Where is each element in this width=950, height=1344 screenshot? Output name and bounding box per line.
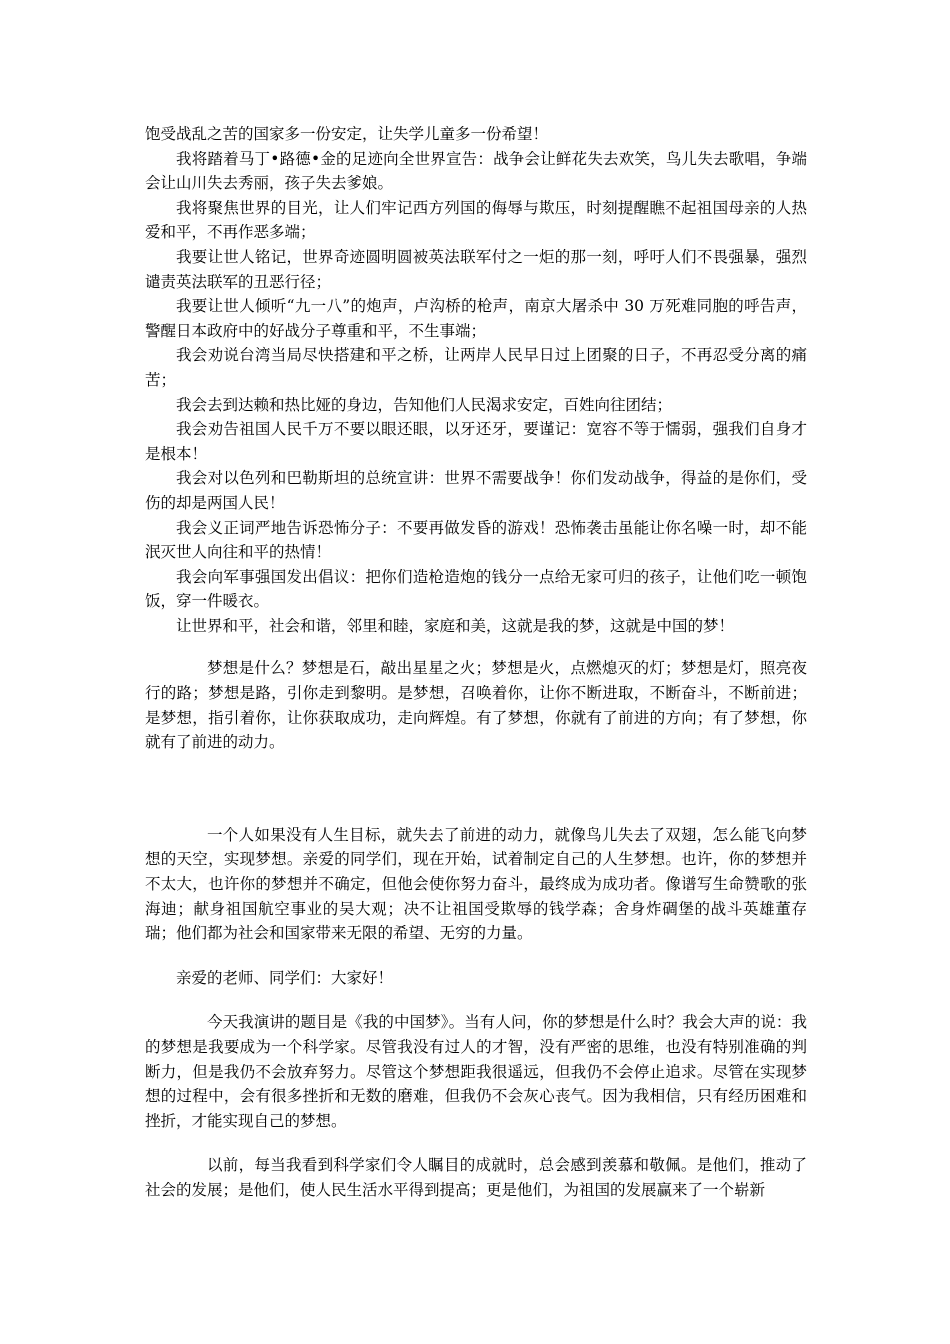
paragraph-life-goal: 一个人如果没有人生目标，就失去了前进的动力，就像鸟儿失去了双翅，怎么能飞向梦想的天空，实现梦想。亲爱的同学们，现在开始，试着制定自己的人生梦想。也许，你的梦想并不太大，也许你的梦想并不确定，但他会使你努力奋斗，最终成为成功者。像谱写生命赞歌的张海迪；献身祖国航空事业的吴大观；决不让祖国受欺辱的钱学森；舍身炸碉堡的战斗英雄董存瑞；他们都为社会和国家带来无限的希望、无穷的力量。 [145,825,807,943]
paragraph-7: 我会去到达赖和热比娅的身边，告知他们人民渴求安定，百姓向往团结； [176,395,673,414]
paragraph-1: 饱受战乱之苦的国家多一份安定，让失学儿童多一份希望！ [145,125,549,143]
paragraph-12: 让世界和平，社会和谐，邻里和睦，家庭和美，这就是我的梦，这就是中国的梦！ [176,616,735,635]
paragraph-10: 我会义正词严地告诉恐怖分子：不要再做发昏的游戏！恐怖袭击虽能让你名噪一时，却不能泯灭世人向往和平的热情！ [145,518,807,562]
paragraph-dream-definition: 梦想是什么？梦想是石，敲出星星之火；梦想是火，点燃熄灭的灯；梦想是灯，照亮夜行的路；梦想是路，引你走到黎明。是梦想，召唤着你，让你不断进取，不断奋斗，不断前进；是梦想，指引着你，让你获取成功，走向辉煌。有了梦想，你就有了前进的方向；有了梦想，你就有了前进的动力。 [145,659,807,752]
paragraph-9: 我会对以色列和巴勒斯坦的总统宣讲：世界不需要战争！你们发动战争，得益的是你们，受伤的却是两国人民！ [145,469,807,512]
paragraph-4: 我要让世人铭记，世界奇迹圆明圆被英法联军付之一炬的那一刻，呼吁人们不畏强暴，强烈谴责英法联军的丑恶行径； [145,247,807,291]
paragraph-8: 我会劝告祖国人民千万不要以眼还眼，以牙还牙，要谨记：宽容不等于懦弱，强我们自身才是根本！ [145,420,807,463]
paragraph-2: 我将踏着马丁•路德•金的足迹向全世界宣告：战争会让鲜花失去欢笑，鸟儿失去歌唱，争端会让山川失去秀丽，孩子失去爹娘。 [145,149,807,193]
paragraph-scientists: 以前，每当我看到科学家们令人瞩目的成就时，总会感到羡慕和敬佩。是他们，推动了社会的发展；是他们，使人民生活水平得到提高；更是他们，为祖国的发展赢来了一个崭新 [145,1156,807,1199]
paragraph-5: 我要让世人倾听“九一八”的炮声，卢沟桥的枪声，南京大屠杀中 30 万死难同胞的呼告声，警醒日本政府中的好战分子尊重和平，不生事端； [145,297,807,340]
greeting: 亲爱的老师、同学们：大家好！ [176,968,394,987]
paragraph-11: 我会向军事强国发出倡议：把你们造枪造炮的钱分一点给无家可归的孩子，让他们吃一顿饱饭，穿一件暖衣。 [145,567,807,611]
paragraph-speech-topic: 今天我演讲的题目是《我的中国梦》。当有人问，你的梦想是什么时？我会大声的说：我的梦想是我要成为一个科学家。尽管我没有过人的才智，没有严密的思维，也没有特别准确的判断力，但是我仍不会放弃努力。尽管这个梦想距我很遥远，但我仍不会停止追求。尽管在实现梦想的过程中，会有很多挫折和无数的磨难，但我仍不会灰心丧气。因为我相信，只有经历困难和挫折，才能实现自己的梦想。 [145,1013,807,1130]
document-page [145,122,807,1203]
paragraph-3: 我将聚焦世界的目光，让人们牢记西方列国的侮辱与欺压，时刻提醒瞧不起祖国母亲的人热爱和平，不再作恶多端； [145,198,807,242]
paragraph-6: 我会劝说台湾当局尽快搭建和平之桥，让两岸人民早日过上团聚的日子，不再忍受分离的痛苦； [145,346,807,389]
